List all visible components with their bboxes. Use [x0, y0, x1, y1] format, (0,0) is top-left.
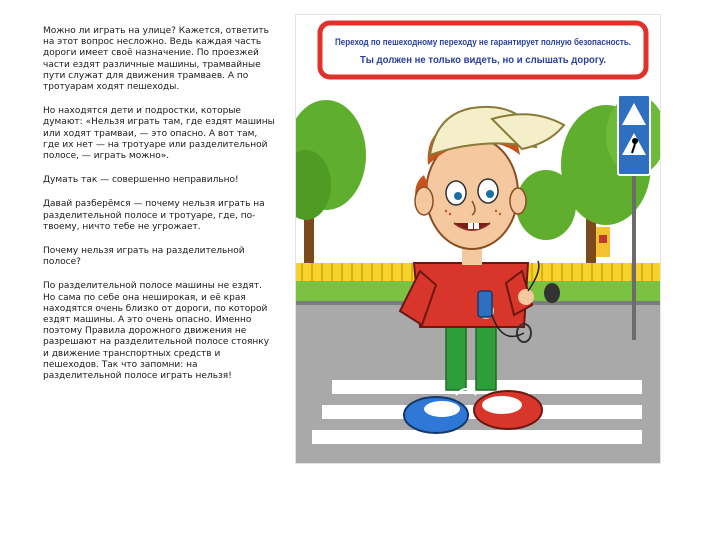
illustration [295, 14, 661, 464]
paragraph-6: По разделительной полосе машины не ездят. Но сама по себе она неширокая, и её края находятся очень близко от дороги, по которой ездят машины. А это очень опасно. Именно поэтому Правила дорожного движения не разрешают на разделительной полосе стоянку и движение транспортных средств и пешеходов. Так что запомни: на разделительной полосе играть нельзя! [43, 281, 270, 382]
paragraph-4: Давай разберёмся — почему нельзя играть на разделительной полосе и тротуаре, где, по-твоему, ничто тебе не угрожает. [43, 199, 265, 232]
paragraph-2: Но находятся дети и подростки, которые думают: «Нельзя играть там, где ездят машины или ходят трамваи, — это опасно. А вот там, где их нет — на тротуаре или разделительной полосе, — играть можно». [43, 106, 275, 162]
illustration-svg [296, 15, 660, 463]
paragraph-5: Почему нельзя играть на разделительной полосе? [43, 246, 245, 268]
banner-line-1: Переход по пешеходному переходу не гарантирует полную безопасность. [335, 37, 631, 47]
paragraph-1: Можно ли играть на улице? Кажется, ответить на этот вопрос несложно. Ведь каждая часть дороги имеет своё назначение. По проезжей части ездят различные машины, трамвайные пути служат для движения трамваев. А по тротуарам ходят пешеходы. [43, 26, 269, 93]
warning-banner [320, 23, 646, 77]
paragraph-3: Думать так — совершенно неправильно! [43, 175, 239, 186]
banner-line-2: Ты должен не только видеть, но и слышать дорогу. [360, 55, 607, 66]
article-text [43, 26, 275, 395]
